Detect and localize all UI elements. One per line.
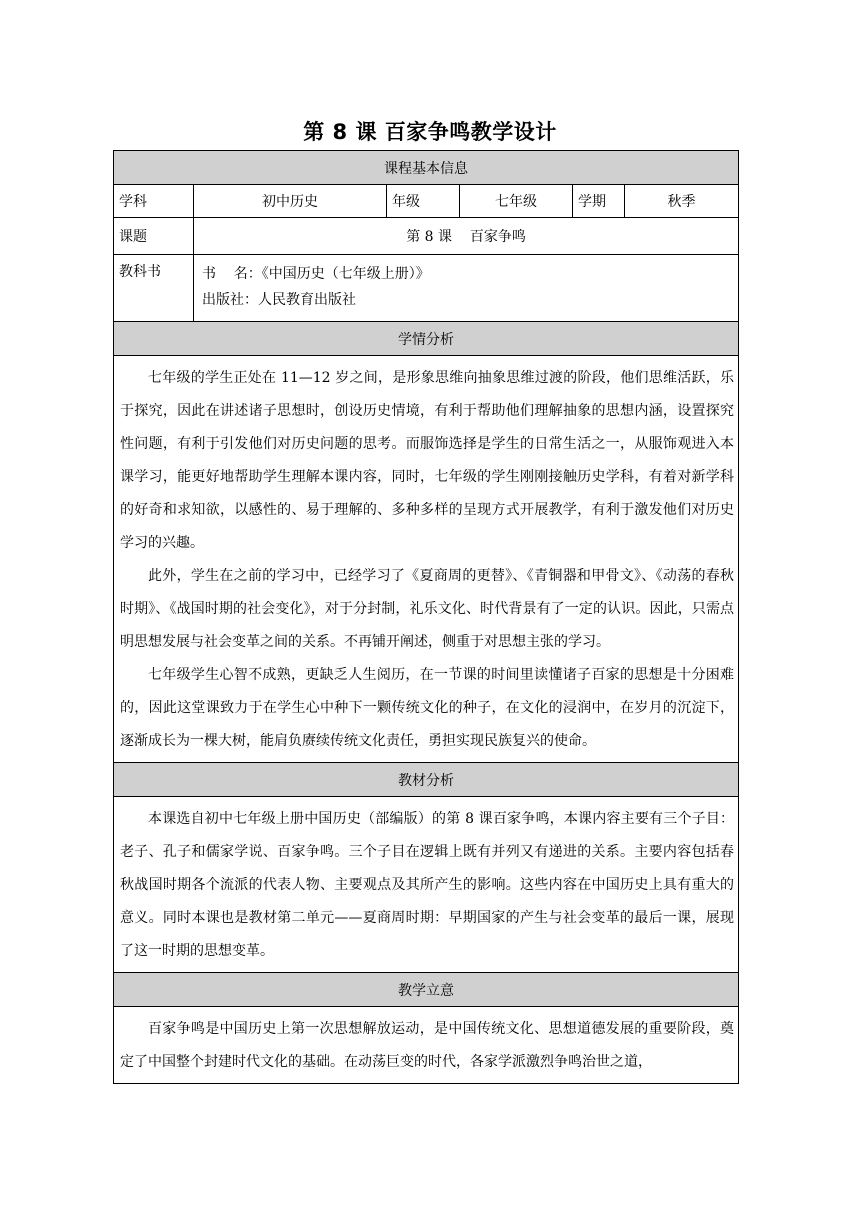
intent-row (114, 1007, 739, 1084)
student-analysis-row (114, 356, 739, 763)
section-basic-info-header: 课程基本信息 (114, 151, 739, 185)
publisher: 出版社：人民教育出版社 (202, 292, 356, 308)
page-title: 第 8 课 百家争鸣教学设计 (303, 120, 557, 144)
section-basic-info-row (114, 151, 739, 185)
student-paragraph-2: 此外，学生在之前的学习中，已经学习了《夏商周的更替》、《青铜器和甲骨文》、《动荡的春秋时期》、《战国时期的社会变化》，对于分封制，礼乐文化、时代背景有了一定的认识。因此，只需点明思想发展与社会变革之间的关系。不再铺开阐述，侧重于对思想主张的学习。 (120, 568, 735, 650)
section-material-row (114, 763, 739, 797)
section-intent-row (114, 973, 739, 1007)
section-material-header: 教材分析 (114, 763, 739, 797)
lesson-plan-table (113, 150, 739, 1084)
topic-row (114, 218, 739, 255)
material-paragraph-1: 本课选自初中七年级上册中国历史（部编版）的第 8 课百家争鸣，本课内容主要有三个子目：老子、孔子和儒家学说、百家争鸣。三个子目在逻辑上既有并列又有递进的关系。主要内容包括春秋战国时期各个流派的代表人物、主要观点及其所产生的影响。这些内容在中国历史上具有重大的意义。同时本课也是教材第二单元——夏商周时期：早期国家的产生与社会变革的最后一课，展现了这一时期的思想变革。 (120, 811, 735, 959)
section-student-row (114, 322, 739, 356)
grade-label: 年级 (387, 185, 460, 218)
material-analysis-body (114, 797, 739, 973)
subject-label: 学科 (114, 185, 194, 218)
student-paragraph-1: 七年级的学生正处在 11—12 岁之间，是形象思维向抽象思维过渡的阶段，他们思维活跃，乐于探究，因此在讲述诸子思想时，创设历史情境，有利于帮助他们理解抽象的思想内涵，设置探究性问题，有利于引发他们对历史问题的思考。而服饰选择是学生的日常生活之一，从服饰观进入本课学习，能更好地帮助学生理解本课内容，同时，七年级的学生刚刚接触历史学科，有着对新学科的好奇和求知欲，以感性的、易于理解的、多种多样的呈现方式开展教学，有利于激发他们对历史学习的兴趣。 (120, 370, 735, 551)
textbook-row (114, 255, 739, 322)
textbook-label: 教科书 (114, 255, 194, 322)
section-intent-header: 教学立意 (114, 973, 739, 1007)
grade-value: 七年级 (460, 185, 573, 218)
term-label: 学期 (573, 185, 625, 218)
intent-body (114, 1007, 739, 1084)
student-paragraph-3: 七年级学生心智不成熟，更缺乏人生阅历，在一节课的时间里读懂诸子百家的思想是十分困难的，因此这堂课致力于在学生心中种下一颗传统文化的种子，在文化的浸润中，在岁月的沉淀下，逐渐成长为一棵大树，能肩负赓续传统文化责任，勇担实现民族复兴的使命。 (120, 667, 735, 749)
student-analysis-body (114, 356, 739, 763)
intent-paragraph-1: 百家争鸣是中国历史上第一次思想解放运动，是中国传统文化、思想道德发展的重要阶段，奠定了中国整个封建时代文化的基础。在动荡巨变的时代，各家学派激烈争鸣治世之道， (120, 1021, 735, 1070)
textbook-info (194, 255, 739, 322)
section-student-header: 学情分析 (114, 322, 739, 356)
term-value: 秋季 (625, 185, 739, 218)
subject-value: 初中历史 (194, 185, 387, 218)
material-analysis-row (114, 797, 739, 973)
topic-value: 第 8 课 百家争鸣 (194, 218, 739, 255)
book-name: 书 名：《中国历史（七年级上册）》 (202, 266, 430, 282)
topic-label: 课题 (114, 218, 194, 255)
subject-row (114, 185, 739, 218)
